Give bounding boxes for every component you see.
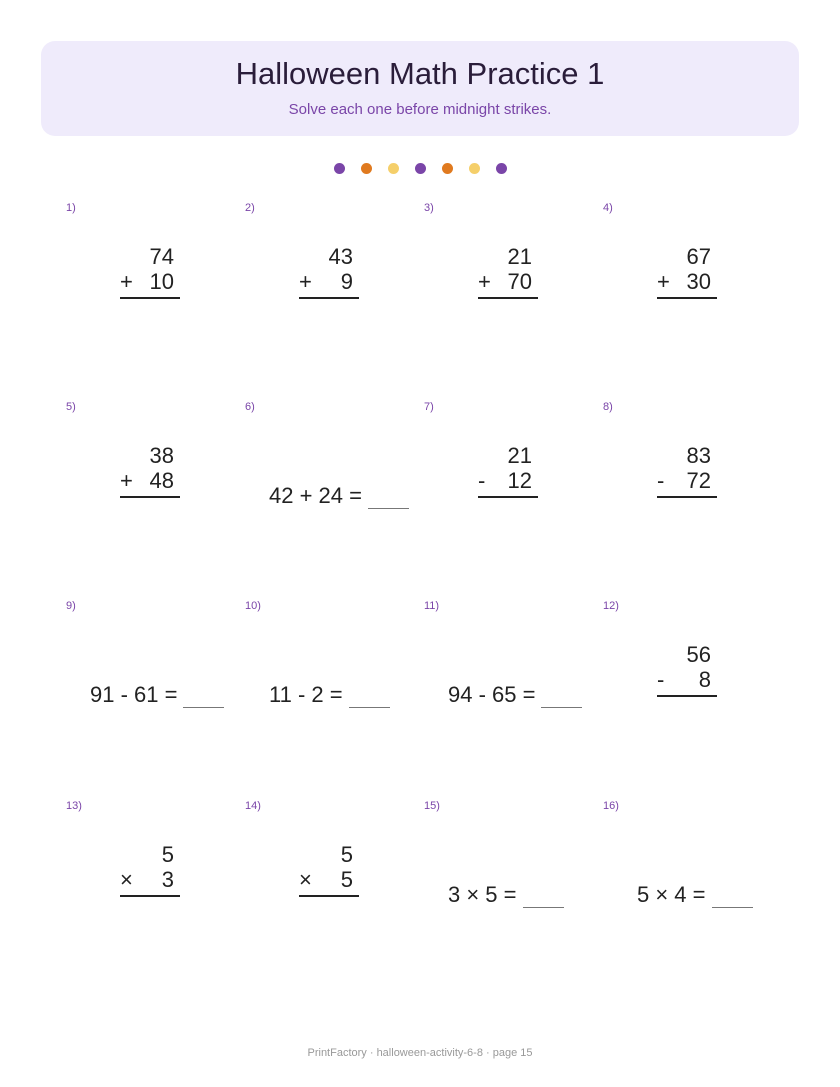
inline-equation [448,882,564,908]
problem-item [66,800,244,1000]
answer-rule [120,297,180,299]
decorative-dot [469,163,480,174]
operator-sign: × [120,867,133,892]
answer-rule [478,496,538,498]
problem-number: 13) [66,800,82,812]
worksheet-header [41,41,799,136]
problem-number: 5) [66,401,76,413]
problem-item [66,401,244,601]
worksheet-title: Halloween Math Practice 1 [235,56,605,91]
answer-rule [478,297,538,299]
problem-number: 6) [245,401,255,413]
page-footer: PrintFactory · halloween-activity-6-8 · page 15 [307,1047,533,1059]
problem-item [603,600,781,800]
inline-equation [269,682,390,708]
equation-text: 3 × 5 = [448,882,517,907]
problem-item [424,800,602,1000]
problem-item [66,202,244,402]
bottom-operand: 70 [507,269,532,294]
decorative-dot [388,163,399,174]
bottom-operand: 10 [149,269,174,294]
problem-number: 11) [424,600,440,612]
decorative-dot [442,163,453,174]
decorative-dot [361,163,372,174]
equation-text: 42 + 24 = [269,483,362,508]
inline-equation [448,682,582,708]
inline-equation [90,682,224,708]
problem-number: 16) [603,800,619,812]
answer-blank[interactable] [523,907,564,908]
inline-equation [269,483,409,509]
problem-number: 7) [424,401,434,413]
top-operand: 83 [686,443,711,468]
problem-number: 2) [245,202,255,214]
problem-item [424,401,602,601]
answer-blank[interactable] [712,907,753,908]
answer-rule [657,496,717,498]
bottom-operand: 9 [340,269,353,294]
problem-number: 10) [245,600,261,612]
bottom-operand: 72 [686,468,711,493]
problem-item [245,600,423,800]
answer-rule [657,297,717,299]
bottom-operand: 12 [507,468,532,493]
decorative-dot [415,163,426,174]
decorative-dot-row [0,163,840,175]
answer-rule [120,496,180,498]
worksheet-subtitle: Solve each one before midnight strikes. [288,101,552,118]
equation-text: 91 - 61 = [90,682,178,707]
problem-item [245,202,423,402]
operator-sign: + [657,269,670,294]
problem-number: 8) [603,401,613,413]
top-operand: 56 [686,642,711,667]
decorative-dot [334,163,345,174]
problem-item [424,202,602,402]
equation-text: 94 - 65 = [448,682,536,707]
decorative-dot [496,163,507,174]
answer-blank[interactable] [368,508,409,509]
answer-blank[interactable] [541,707,582,708]
operator-sign: + [120,468,133,493]
top-operand: 5 [340,842,353,867]
top-operand: 43 [328,244,353,269]
operator-sign: + [120,269,133,294]
problem-number: 1) [66,202,76,214]
answer-blank[interactable] [183,707,224,708]
problem-item [245,401,423,601]
inline-equation [637,882,753,908]
top-operand: 38 [149,443,174,468]
operator-sign: - [657,468,665,493]
answer-rule [299,297,359,299]
problem-number: 15) [424,800,440,812]
problem-number: 3) [424,202,434,214]
problem-number: 9) [66,600,76,612]
operator-sign: - [657,667,665,692]
problem-number: 12) [603,600,619,612]
top-operand: 67 [686,244,711,269]
answer-blank[interactable] [349,707,390,708]
answer-rule [299,895,359,897]
operator-sign: + [478,269,491,294]
problem-item [603,202,781,402]
top-operand: 21 [507,443,532,468]
problem-item [603,401,781,601]
bottom-operand: 8 [698,667,711,692]
top-operand: 5 [161,842,174,867]
top-operand: 74 [149,244,174,269]
answer-rule [657,695,717,697]
problem-item [66,600,244,800]
problem-number: 14) [245,800,261,812]
bottom-operand: 5 [340,867,353,892]
operator-sign: - [478,468,486,493]
problem-item [424,600,602,800]
top-operand: 21 [507,244,532,269]
operator-sign: + [299,269,312,294]
problem-item [245,800,423,1000]
bottom-operand: 30 [686,269,711,294]
problem-number: 4) [603,202,613,214]
equation-text: 5 × 4 = [637,882,706,907]
operator-sign: × [299,867,312,892]
equation-text: 11 - 2 = [269,682,343,707]
answer-rule [120,895,180,897]
bottom-operand: 3 [161,867,174,892]
bottom-operand: 48 [149,468,174,493]
problem-item [603,800,781,1000]
